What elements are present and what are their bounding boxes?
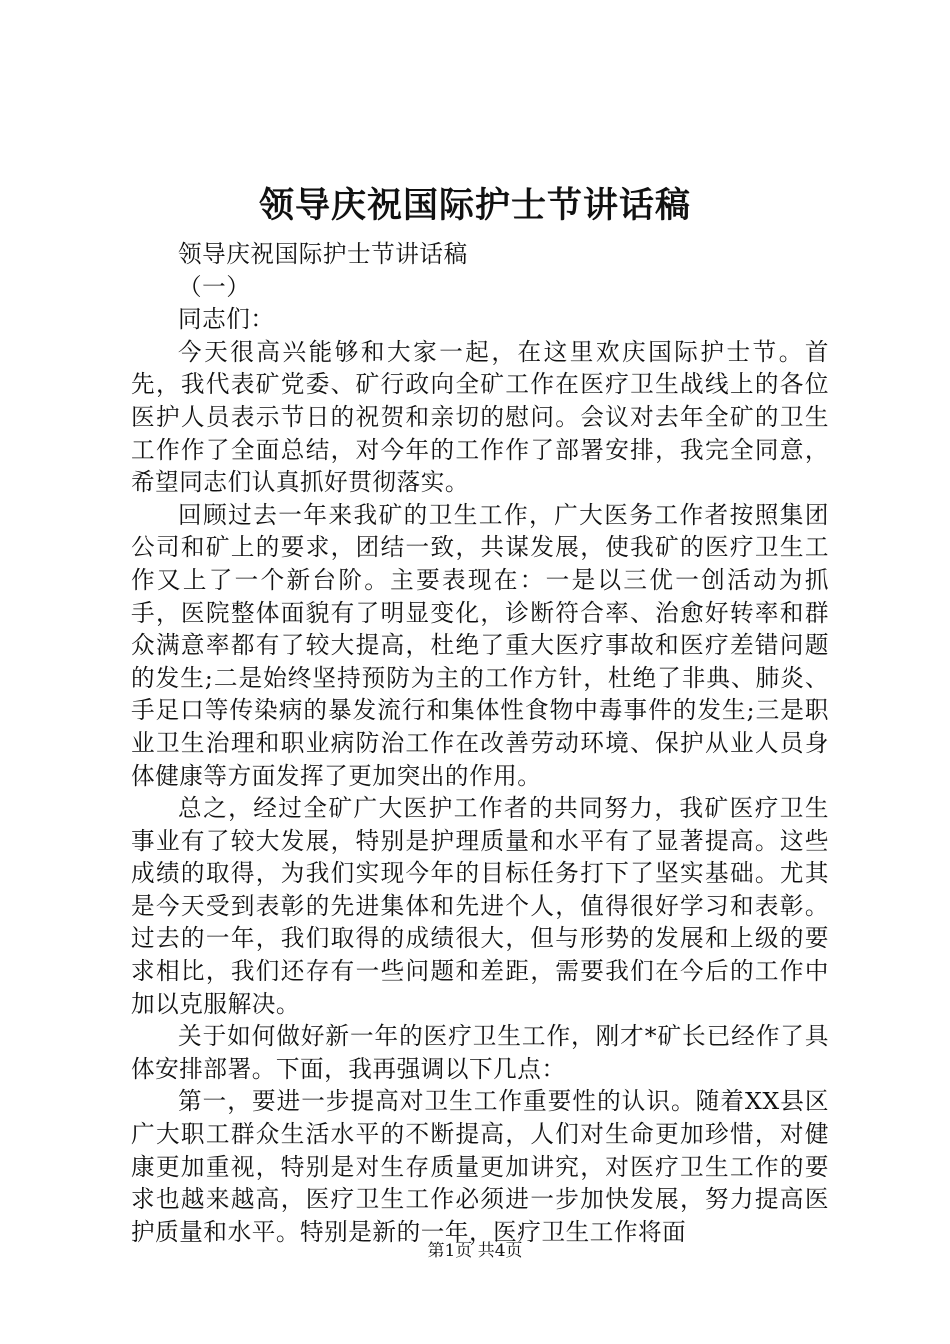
paragraph-subtitle: 领导庆祝国际护士节讲话稿 (178, 240, 468, 268)
paragraph-salutation: 同志们： (178, 305, 275, 334)
paragraph-section-number: （一） (178, 272, 251, 301)
paragraph-review: 回顾过去一年来我矿的卫生工作，广大医务工作者按照集团公司和矿上的要求，团结一致，共谋发展，使我矿的医疗卫生工作又上了一个新台阶。主要表现在：一是以三优一创活动为抓手，医院整体面貌有了明显变化，诊断符合率、治愈好转率和群众满意率都有了较大提高，杜绝了重大医疗事故和医疗差错问题的发生;二是始终坚持预防为主的工作方针，杜绝了非典、肺炎、手足口等传染病的暴发流行和集体性食物中毒事件的发生;三是职业卫生治理和职业病防治工作在改善劳动环境、保护从业人员身体健康等方面发挥了更加突出的作用。 (131, 500, 829, 790)
document-body (131, 238, 829, 1248)
paragraph-point-one: 第一，要进一步提高对卫生工作重要性的认识。随着XX县区广大职工群众生活水平的不断提高，人们对生命更加珍惜，对健康更加重视，特别是对生存质量更加讲究，对医疗卫生工作的要求也越来越高，医疗卫生工作必须进一步加快发展，努力提高医护质量和水平。特别是新的一年，医疗卫生工作将面 (131, 1087, 829, 1246)
paragraph-opening: 今天很高兴能够和大家一起，在这里欢庆国际护士节。首先，我代表矿党委、矿行政向全矿工作在医疗卫生战线上的各位医护人员表示节日的祝贺和亲切的慰问。会议对去年全矿的卫生工作作了全面总结，对今年的工作作了部署安排，我完全同意，希望同志们认真抓好贯彻落实。 (131, 337, 829, 497)
paragraph-transition: 关于如何做好新一年的医疗卫生工作，刚才*矿长已经作了具体安排部署。下面，我再强调以下几点： (131, 1022, 829, 1083)
page-footer: 第1页 共4页 (427, 1241, 523, 1261)
paragraph-summary: 总之，经过全矿广大医护工作者的共同努力，我矿医疗卫生事业有了较大发展，特别是护理质量和水平有了显著提高。这些成绩的取得，为我们实现今年的目标任务打下了坚实基础。尤其是今天受到表彰的先进集体和先进个人，值得很好学习和表彰。过去的一年，我们取得的成绩很大，但与形势的发展和上级的要求相比，我们还存有一些问题和差距，需要我们在今后的工作中加以克服解决。 (131, 794, 829, 1018)
document-title: 领导庆祝国际护士节讲话稿 (258, 185, 691, 226)
